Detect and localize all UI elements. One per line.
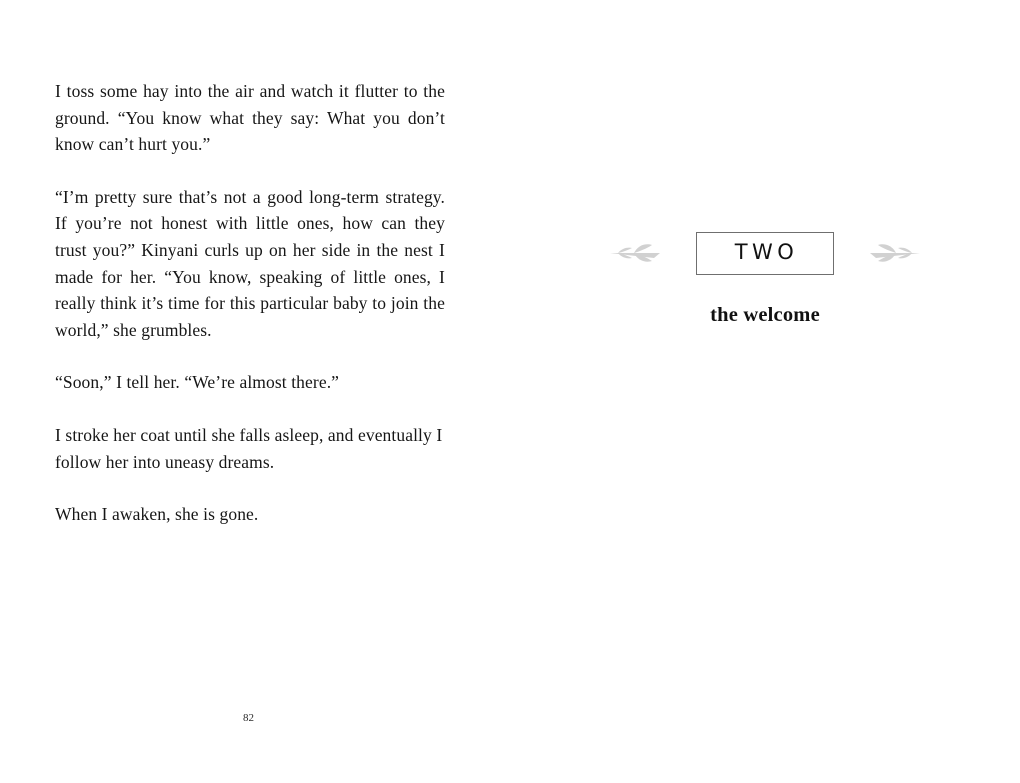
paragraph: “Soon,” I tell her. “We’re almost there.” (55, 372, 340, 393)
leaf-flourish-right-icon (842, 237, 922, 269)
body-text-column (55, 78, 445, 554)
paragraph: I toss some hay into the air and watch it flutter to the ground. “You know what they say: What you don’t know can’t hurt you.” (55, 81, 445, 155)
paragraph: “I’m pretty sure that’s not a good long-term strategy. If you’re not honest with little ones, how can they trust you?” Kinyani curls up on her side in the nest I made for her. “You know, speaking of little ones, I really think it’s time for this particular baby to join the world,” she grumbles. (55, 186, 445, 340)
chapter-number: TWO (734, 239, 799, 264)
chapter-title-row (510, 228, 1020, 278)
leaf-flourish-left-icon (608, 237, 688, 269)
page-number: 82 (243, 712, 254, 724)
right-page (510, 0, 1020, 783)
chapter-number-box (696, 232, 834, 275)
paragraph: I stroke her coat until she falls asleep, and eventually I follow her into uneasy dreams. (55, 424, 443, 472)
chapter-heading (510, 228, 1020, 327)
chapter-subtitle: the welcome (710, 304, 820, 326)
paragraph: When I awaken, she is gone. (55, 504, 259, 525)
